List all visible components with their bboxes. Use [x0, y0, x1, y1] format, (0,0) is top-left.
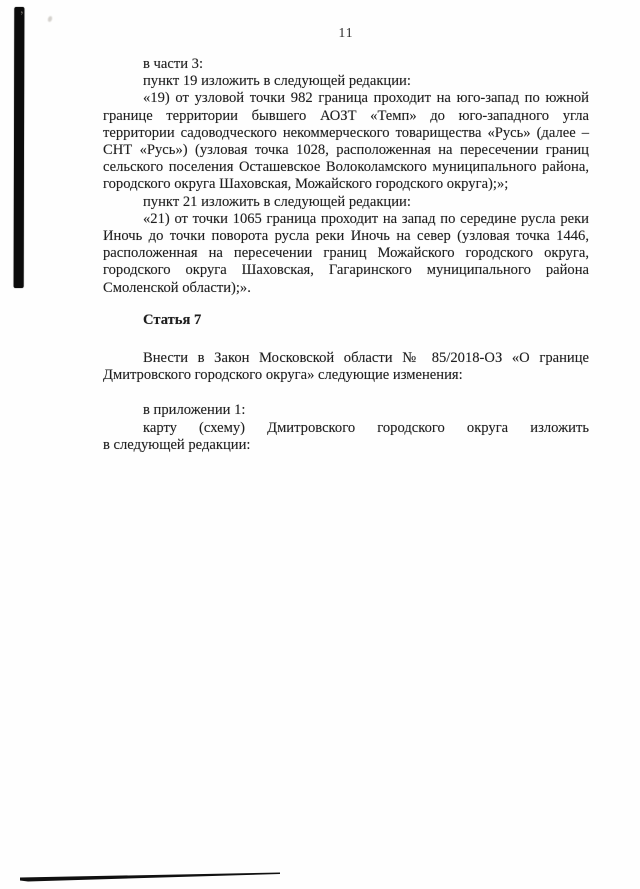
paragraph-line: пункт 19 изложить в следующей редакции:	[143, 73, 411, 90]
scan-artifact-bottom-line	[20, 871, 280, 883]
paragraph-line: «19) от узловой точки 982 граница проходит на юго-запад по южной	[143, 90, 589, 107]
page-number: 11	[338, 25, 354, 40]
paragraph-line: в приложении 1:	[143, 402, 246, 419]
scan-artifact-quote-mark: ’	[18, 7, 26, 24]
paragraph-line: границе территории бывшего АОЗТ «Темп» до юго-западного угла	[103, 107, 589, 124]
paragraph-line: СНТ «Русь») (узловая точка 1028, расположенная на пересечении границ	[103, 142, 589, 159]
paragraph-line: пункт 21 изложить в следующей редакции:	[143, 193, 411, 210]
article-heading: Статья 7	[143, 311, 202, 328]
paragraph-line: городского округа Шаховская, Можайского городского округа);»;	[103, 176, 509, 193]
paragraph-line: сельского поселения Осташевское Волоколамского муниципального района,	[103, 159, 589, 176]
paragraph-line: карту (схему) Дмитровского городского округа изложить	[143, 419, 589, 436]
paragraph-line: в части 3:	[143, 56, 204, 72]
paragraph-line: городского округа Шаховская, Гагаринского муниципального района	[103, 262, 589, 279]
paragraph-line: расположенная на пересечении границ Можайского городского округа,	[103, 245, 589, 262]
paragraph-line: «21) от точки 1065 граница проходит на запад по середине русла реки	[143, 210, 589, 227]
paragraph-line: территории садоводческого некоммерческого товарищества «Русь» (далее –	[103, 124, 589, 141]
paragraph-line: в следующей редакции:	[103, 436, 251, 453]
paragraph-line: Дмитровского городского округа» следующие изменения:	[103, 367, 463, 384]
scan-artifact-left-bar	[14, 7, 25, 288]
paragraph-line: Иночь до точки поворота русла реки Иночь на север (узловая точка 1446,	[103, 228, 589, 245]
paragraph-line: Смоленской области);».	[103, 279, 251, 296]
document-text	[103, 56, 589, 454]
paragraph-line: Внести в Закон Московской области № 85/2018-ОЗ «О границе	[143, 350, 589, 367]
scan-artifact-speck	[47, 15, 53, 22]
